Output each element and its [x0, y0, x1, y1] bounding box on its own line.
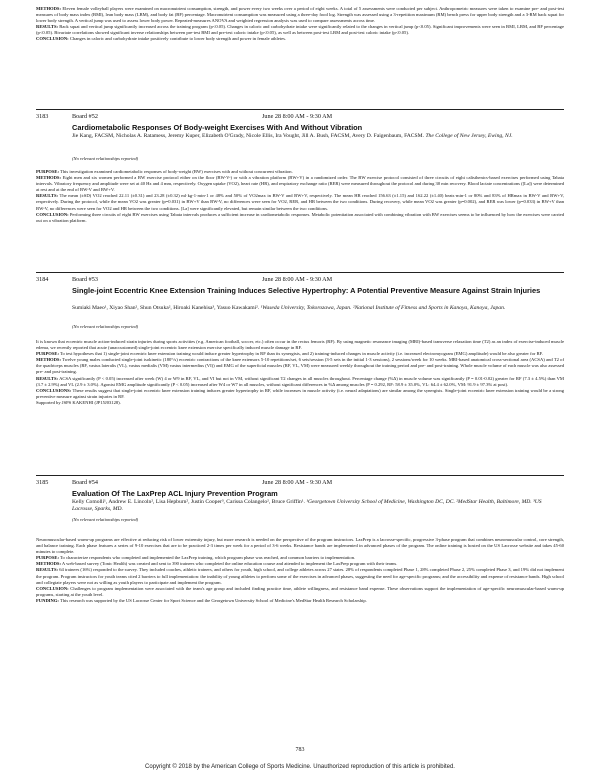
prev-results-paragraph: RESULTS: Back squat and vertical jump significantly increased across the training program (p<0.05). Changes in caloric and carbohydrate intake were significantly related to the changes in vertical jump (p<0.05). Significant improvements were seen in BMI, LBM, and BF percentage (p<0.05). Bivariate correlations showed significant inverse relationships between pre-test BMI and pre-test caloric intake (p<0.05), as well as between post-test LBM and post-test caloric intake (p<0.05).: [36, 24, 565, 36]
abstract-authors: [72, 305, 552, 312]
divider: [36, 475, 564, 476]
methods-paragraph: METHODS: Twelve young males conducted single-joint isokinetic (180°/s) eccentric contractions of the knee extensors 5-10 repetitions/set, 6 sets/session (3-5 sets in the initial 1-3 sessions), 2 sessions/week for 10 weeks. MRI-based anatomical cross-sectional area (ACSA) and T2 of the quadriceps muscles (RF, vastus lateralis (VL), vastus medialis (VM) vastus intermedius (VI)) and EMG of the superficial muscles (RF, VL, VM) were measured weekly throughout the training period and pre- and post-training. Whole muscle volume of each muscle was also assessed pre- and post-training.: [36, 357, 564, 375]
author-institution: ¹Waseda University, Tokorozawa, Japan. ²National Institute of Fitness and Sports in Kanoya, Kanoya, Japan.: [260, 305, 506, 311]
abstract-authors: [72, 133, 552, 140]
abstract-title: Cardiometabolic Responses Of Body-weight Exercises With And Without Vibration: [72, 123, 363, 132]
conclusion-paragraph: CONCLUSION: Performing three circuits of eight BW exercises using Tabata intervals produces a sufficient increase in cardiometabolic responses. Metabolic potentiation associated with combining vibration with BW exercises seems to be influenced by how the exercises were carried out on a vibration platform.: [36, 211, 565, 223]
prev-methods-text: Eleven female volleyball players were examined on macronutrient consumption, strength, and power every two weeks over a period of eight weeks. A total of 5 assessments were conducted per subject. Anthropometric measures were taken to examine pre- and post-test measures of body mass index (BMI), lean body mass (LBM), and body fat (BF) percentage. Macronutrient consumption was measured using a three-day food log. Strength was assessed using a 3-repetition maximum (RM) bench press for upper body strength and a 3-RM back squat for lower body strength. A vertical jump was used to assess lower body power. Repeated-measures ANOVA and weighted regression analysis was used to compare assessments across time.: [36, 6, 564, 24]
copyright-notice: Copyright © 2018 by the American College of Sports Medicine. Unauthorized reproduction of this article is prohibited.: [145, 764, 455, 770]
abstract-number: 3185: [36, 479, 49, 486]
intro-paragraph: Neuromuscular-based warm-up programs are effective at reducing risk of lower extremity injury, but more research is needed on the perspective of the program instructors. LaxPrep is a lacrosse-specific, progressive 3-phase program that combines neuromuscular control, core strength, and balance training. Each phase features a series of 9-10 exercises that are to be practiced 2-3 times per week for a period of 3-6 weeks. Resistance bands are implemented in advanced phases of the program. The online training is hosted on the US Lacrosse website and takes 45-60 minutes to complete.: [36, 537, 564, 555]
purpose-paragraph: PURPOSE: To test hypotheses that 1) single-joint eccentric knee extension training would induce greater hypertrophy in RF than its synergists, and 2) training-induced changes in muscle activity (i.e. increased electromyogram (EMG) amplitude) would be also greater for RF.: [36, 351, 544, 357]
board-number: Board #54: [72, 479, 98, 486]
author-institution: The College of New Jersey, Ewing, NJ.: [425, 133, 513, 139]
page-number: 783: [295, 747, 305, 753]
abstract-header-3183: [36, 113, 564, 123]
divider: [36, 272, 564, 273]
author-institution: ¹Georgetown University School of Medicine, Washington DC, DC. ²MedStar Health, Baltimore, MD. ³US Lacrosse, Sparks, MD.: [72, 499, 542, 513]
abstract-header-3184: [36, 276, 564, 286]
support-note: Supported by JSPS KAKENHI (JP15J03128).: [36, 399, 121, 405]
methods-paragraph: METHODS: Eight men and six women performed a BW exercise protocol either on the floor (BW-V-) or with a vibration platform (BW+V) in a randomized order. The BW exercise protocol consisted of three circuits of eight calisthenics-based exercises performed using Tabata intervals. Vibratory frequency and amplitude were set at 40 Hz and 4 mm, respectively. Oxygen uptake (VO2), heart rate (HR), and respiratory exchange ratio (RER) were measured throughout the protocol and during 30 min recovery. Blood lactate concentrations ([La]) were determined at rest and at the end of BW-V and BW+V.: [36, 175, 564, 193]
purpose-paragraph: PURPOSE: To characterize respondents who completed and implemented the LaxPrep training, which program phase was reached, and common barriers to implementation.: [36, 555, 356, 561]
abstract-authors: [72, 499, 552, 513]
conclusion-paragraph: CONCLUSION: Challenges to program implementation were associated with the team's age group and included finding practice time, athlete willingness, and resistance band expense. These observations support the implementation of age-specific neuromuscular-based warm-up programs, starting at the youth level.: [36, 585, 564, 597]
abstract-number: 3183: [36, 113, 49, 120]
disclosure-note: (No relevant relationships reported): [72, 156, 139, 161]
disclosure-note: (No relevant relationships reported): [72, 517, 139, 522]
conclusions-paragraph: CONCLUSIONS: These results suggest that single-joint eccentric knee extension training induces greater hypertrophy in RF, while increases in muscle activity (i.e. neural adaptations) are similar among the synergists. Single-joint eccentric knee extension training would be a strong preventive measure against strain injuries in RF.: [36, 387, 564, 399]
abstract-number: 3184: [36, 276, 49, 283]
abstract-body-3185: [36, 537, 564, 604]
author-list: Sumiaki Maeo¹, Xiyao Shan², Shun Otsuka², Hiroaki Kanehisa³, Yasuo Kawakami².: [72, 305, 260, 311]
author-list: Kelly Comolli¹, Andrew E. Lincoln², Lisa Hepburn², Justin Cooper³, Carissa Colangelo², Bruce Griffin¹.: [72, 499, 305, 505]
session-time: June 28 8:00 AM - 9:30 AM: [262, 479, 333, 486]
methods-paragraph: METHODS: A web-based survey (Tonic Health) was created and sent to 390 trainees who completed the online education course and attended to implement the LaxPrep program with their teams.: [36, 561, 398, 567]
author-list: Jie Kang, FACSM, Nicholas A. Ratamess, Jeremy Kuper, Elizabeth O'Grady, Nicole Ellis, Ira Vought, Jill A. Bush, FACSM, Avery D. Faigenbaum, FACSM.: [72, 133, 425, 139]
prev-results-text: Back squat and vertical jump significantly increased across the training program (p<0.05). Changes in caloric and carbohydrate intake were significantly related to the changes in vertical jump (p<0.05). Significant improvements were seen in BMI, LBM, and BF percentage (p<0.05). Bivariate correlations showed significant inverse relationships between pre-test BMI and pre-test caloric intake (p<0.05), as well as between post-test LBM and post-test caloric intake (p<0.05).: [36, 24, 565, 36]
abstract-title: Single-joint Eccentric Knee Extension Training Induces Selective Hypertrophy: A Potential Preventive Measure Against Strain Injuries: [72, 286, 541, 295]
purpose-paragraph: PURPOSE: This investigation examined cardiometabolic responses of body-weight (BW) exercises with and without concurrent vibration.: [36, 169, 293, 174]
session-time: June 28 8:00 AM - 9:30 AM: [262, 113, 333, 120]
divider: [36, 109, 564, 110]
previous-abstract-continuation: [36, 6, 564, 43]
intro-paragraph: It is known that eccentric muscle action-induced strain injuries during sports activities (e.g. American football, soccer, etc.) often occur in the rectus femoris (RF). By using magnetic resonance imaging (MRI)-based transverse relaxation time (T2) as an index of exercise-induced muscle edema, we recently reported that acute (unaccustomed) single-joint eccentric knee extension exercise specifically induced muscle damage in RF.: [36, 339, 564, 351]
session-time: June 28 8:00 AM - 9:30 AM: [262, 276, 333, 283]
prev-conclusion-paragraph: CONCLUSION: Changes in caloric and carbohydrate intake positively contribute to lower body strength and power in female athletes.: [36, 36, 287, 42]
board-number: Board #52: [72, 113, 98, 120]
abstract-header-3185: [36, 479, 564, 489]
results-paragraph: RESULTS: 64 trainees (16%) responded to the survey. They included coaches, athletic trainers, and others for youth, high school, and college athletes across 27 states. 28% of respondents completed Phase 1, 28% completed Phase 2, 25% completed Phase 3, and 19% did not implement the program. Program instructors for youth teams cited 2 barriers to full implementation: the inability of young athletes to perform some of the exercises in advanced phases, suggesting the need for age-specific programs; and the accessibility and expense of resistance bands. High school and collegiate players were not as willing as youth players to participate and implement the program.: [36, 567, 565, 585]
abstract-body-3183: [36, 169, 564, 224]
disclosure-note: (No relevant relationships reported): [72, 324, 139, 329]
results-paragraph: RESULTS: The mean (±SD) VO2 reached 22.11 (±0.31) and 23.28 (±0.32) ml·kg-1·min-1 or 48% and 50% of VO2max in BW-V and BW+V, respectively. The mean HR reached 156.63 (±1.15) and 162.22 (±1.40) beats·min-1 or 80% and 83% of HRmax in BW-V and BW+V, respectively. During the protocol, while the mean VO2 was greater (p=0.031) in BW+V than BW-V, no differences were seen for VO2, RER, and HR between the two conditions. During recovery, while mean VO2 was greater (p=0.002), and RER was lower (p=0.033) in BW+V than BW-V, no differences were seen for VO2 and HR between the two conditions. [La] were significantly elevated, but remain similar between the two conditions.: [36, 193, 564, 211]
abstract-title: Evaluation Of The LaxPrep ACL Injury Prevention Program: [72, 489, 278, 498]
prev-methods-paragraph: METHODS: Eleven female volleyball players were examined on macronutrient consumption, strength, and power every two weeks over a period of eight weeks. A total of 5 assessments were conducted per subject. Anthropometric measures were taken to examine pre- and post-test measures of body mass index (BMI), lean body mass (LBM), and body fat (BF) percentage. Macronutrient consumption was measured using a three-day food log. Strength was assessed using a 3-repetition maximum (RM) bench press for upper body strength and a 3-RM back squat for lower body strength. A vertical jump was used to assess lower body power. Repeated-measures ANOVA and weighted regression analysis was used to compare assessments across time.: [36, 6, 564, 24]
board-number: Board #53: [72, 276, 98, 283]
abstract-body-3184: [36, 339, 564, 406]
prev-conclusion-text: Changes in caloric and carbohydrate intake positively contribute to lower body strength and power in female athletes.: [69, 36, 287, 42]
results-paragraph: RESULTS: ACSA significantly (P < 0.05) increased after week (W) 4 or W9 in RF, VL, and VI but not in VM, without significant T2 changes in all muscles throughout. Percentage change (%Δ) in muscle volume was significantly (P = 0.01-0.02) greater for RF (7.3 ± 4.5%) than VM (3.7 ± 2.9%) and VL (2.9 ± 3.0%). Agonist EMG amplitude significantly (P < 0.05) increased after W4 or W7 in all muscles, without significant differences in %Δ among muscles (P = 0.292, RF: 58.9 ± 35.0%, VL: 64.4 ± 62.0%, VM: 91.9 ± 97.3% at post).: [36, 375, 564, 387]
funding-paragraph: FUNDING: This research was supported by the US Lacrosse Center for Sport Science and the Georgetown University School of Medicine's MedStar Health Research Scholarship.: [36, 597, 367, 603]
